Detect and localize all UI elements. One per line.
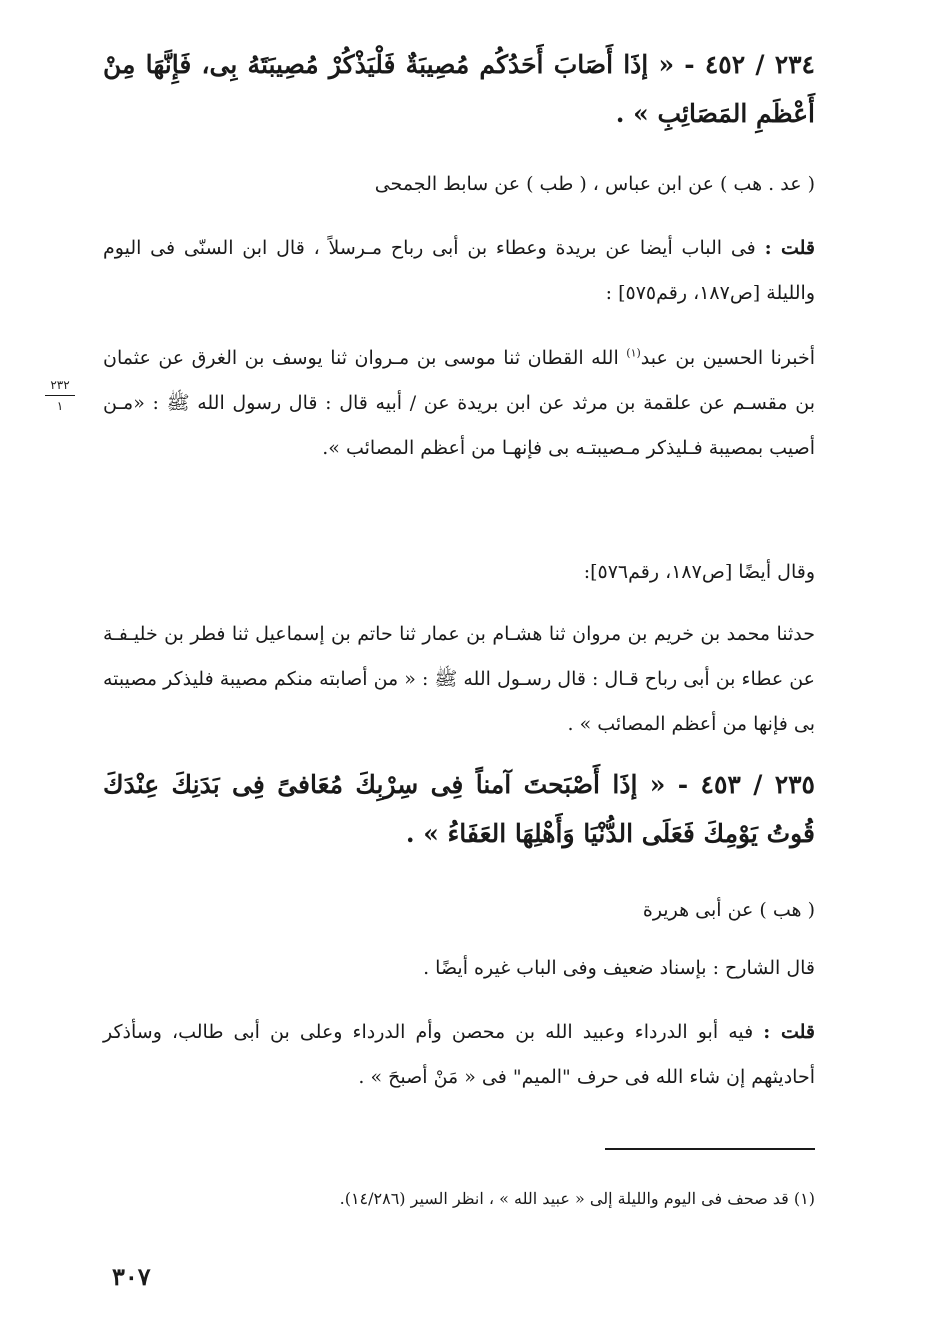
isnad-1-part2: الله القطان ثنا موسى بن مـروان ثنا يوسف بن الغرق عن عثمان بن مقسـم عن علقمة بن مرثد عن ابن بريدة عن / أبيه قال : قال رسول الله ﷺ : «مـن أصيب بمصيبة فـليذكر مـصيبتـه بى فإنهـا من أعظم المصائب ». <box>103 347 815 459</box>
qult-paragraph-2 <box>103 1010 815 1100</box>
source-1-text: ( عد . هب ) عن ابن عباس ، ( طب ) عن سابط الجمحى <box>374 173 815 195</box>
qal-aydan-line <box>103 550 815 595</box>
manuscript-page-side: ١ <box>56 399 64 413</box>
page-number: ٣٠٧ <box>112 1262 151 1291</box>
source-attribution-1 <box>103 162 815 207</box>
footnote-text: (١) قد صحف فى اليوم والليلة إلى « عبيد الله » ، انظر السير (١٤/٢٨٦). <box>339 1189 815 1208</box>
footnote-divider <box>605 1148 815 1150</box>
manuscript-page-number: ٢٣٢ <box>50 378 70 392</box>
isnad-paragraph-1 <box>103 336 815 471</box>
isnad-paragraph-2 <box>103 612 815 747</box>
qult-1-text: فى الباب أيضا عن بريدة وعطاء بن أبى رباح مـرسلاً ، قال ابن السنّى فى اليوم والليلة [ص١٨٧، رقم٥٧٥] : <box>103 237 815 304</box>
manuscript-page-marker <box>42 378 78 413</box>
isnad-2-text: حدثنا محمد بن خريم بن مروان ثنا هشـام بن عمار ثنا حاتم بن إسماعيل ثنا فطر بن خليـفـة عن عطاء بن أبى رباح قـال : قال رسـول الله ﷺ : « من أصابته منكم مصيبة فليذكر مصيبته بى فإنها من أعظم المصائب » . <box>102 623 815 735</box>
isnad-1-part1: أخبرنا الحسين بن عبد <box>640 347 816 369</box>
footnote-marker: (١) <box>626 346 641 360</box>
footnote <box>103 1184 815 1214</box>
source-2-text: ( هب ) عن أبى هريرة <box>642 899 815 921</box>
hadith-234-text: ٢٣٤ / ٤٥٢ - « إذَا أَصَابَ أَحَدُكُم مُصِيبَةٌ فَلْيَذْكُرْ مُصِيبَتَهُ بِى، فَإِنَّهَا مِنْ أَعْظَمِ المَصَائِبِ » . <box>103 50 815 128</box>
qult-2-lead: قلت : <box>763 1021 815 1043</box>
hadith-235 <box>103 760 815 858</box>
sharih-text: قال الشارح : بإسناد ضعيف وفى الباب غيره أيضًا . <box>423 957 815 979</box>
qult-paragraph-1 <box>103 226 815 316</box>
qult-1-lead: قلت : <box>764 237 815 259</box>
sharih-paragraph <box>103 946 815 991</box>
qult-2-text: فيه أبو الدرداء وعبيد الله بن محصن وأم الدرداء وعلى بن أبى طالب، وسأذكر أحاديثهم إن شاء الله فى حرف "الميم" فى « مَنْ أصبحَ » . <box>103 1021 815 1088</box>
hadith-235-text: ٢٣٥ / ٤٥٣ - « إذَا أَصْبَحتَ آمناً فِى سِرْبِكَ مُعَافىً فِى بَدَنِكَ عِنْدَكَ قُوتُ يَوْمِكَ فَعَلَى الدُّنْيَا وَأَهْلِهَا العَفَاءُ » . <box>103 770 815 848</box>
qal-aydan-text: وقال أيضًا [ص١٨٧، رقم٥٧٦]: <box>583 561 815 583</box>
source-attribution-2 <box>103 888 815 933</box>
manuscript-marker-rule <box>45 395 75 396</box>
hadith-234 <box>103 40 815 138</box>
